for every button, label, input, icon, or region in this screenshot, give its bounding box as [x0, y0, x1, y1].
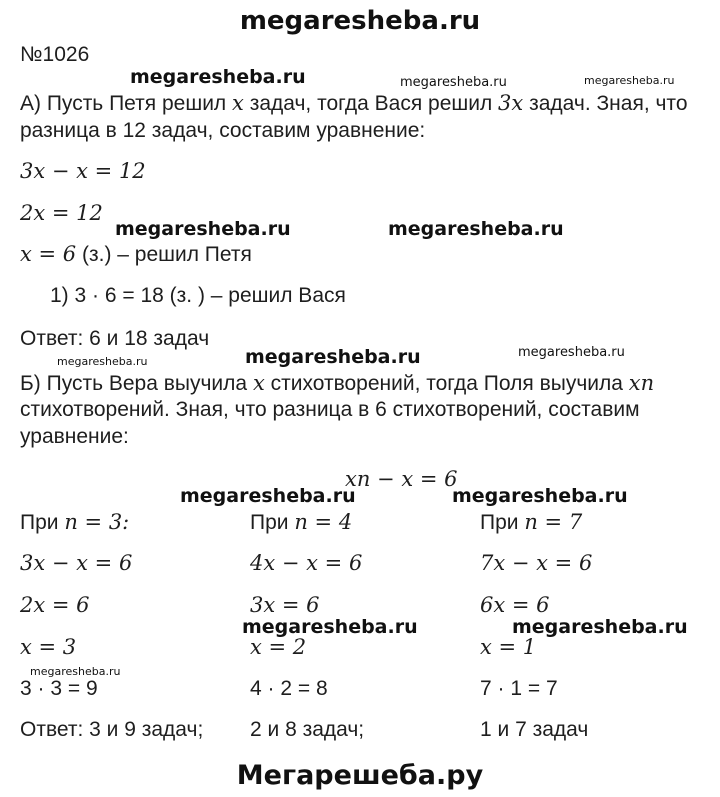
case-equation: 6x = 6: [480, 593, 550, 617]
part-b-text: стихотворений, тогда Поля выучила: [264, 372, 629, 395]
main-equation: xn − x = 6: [345, 467, 458, 491]
math-var: 3x: [498, 91, 524, 115]
case-equation: 3x − x = 6: [20, 551, 133, 575]
watermark: megaresheba.ru: [245, 346, 421, 368]
case-prefix: При: [20, 511, 65, 534]
watermark: megaresheba.ru: [388, 218, 564, 240]
case-condition: [250, 509, 352, 536]
step-1: 1) 3 · 6 = 18 (з. ) – решил Вася: [50, 284, 346, 307]
case-condition: [20, 509, 129, 536]
part-a-text: задач, тогда Вася решил: [243, 92, 499, 115]
equation: x = 6: [20, 242, 77, 266]
watermark: megaresheba.ru: [400, 75, 507, 90]
part-a-result-line: [20, 241, 252, 268]
case-cond: n = 7: [524, 510, 583, 534]
problem-number: №1026: [20, 43, 90, 66]
case-cond: n = 4: [294, 510, 353, 534]
math-var: x: [252, 371, 265, 395]
equation: 3x − x = 12: [20, 159, 146, 183]
watermark: megaresheba.ru: [30, 665, 121, 678]
case-calc: 4 · 2 = 8: [250, 677, 328, 700]
case-equation: 2x = 6: [20, 593, 90, 617]
part-b-intro-line3: уравнение:: [20, 425, 129, 448]
part-a-intro-line2: разница в 12 задач, составим уравнение:: [20, 119, 426, 142]
part-a-answer: Ответ: 6 и 18 задач: [20, 327, 210, 350]
case-cond: n = 3:: [64, 510, 130, 534]
watermark: megaresheba.ru: [512, 616, 688, 638]
case-answer: 2 и 8 задач;: [250, 718, 365, 741]
case-calc: 3 · 3 = 9: [20, 677, 98, 700]
case-prefix: При: [480, 511, 525, 534]
case-condition: [480, 509, 582, 536]
watermark: megaresheba.ru: [452, 485, 628, 507]
equation: 2x = 12: [20, 201, 103, 225]
watermark: megaresheba.ru: [130, 66, 306, 88]
case-calc: 7 · 1 = 7: [480, 677, 558, 700]
part-a-intro-line1: [20, 90, 688, 117]
watermark: megaresheba.ru: [518, 345, 625, 360]
case-equation: 3x = 6: [250, 593, 320, 617]
case-equation: 4x − x = 6: [250, 551, 363, 575]
watermark: megaresheba.ru: [584, 74, 675, 87]
watermark: megaresheba.ru: [180, 485, 356, 507]
case-answer: Ответ: 3 и 9 задач;: [20, 718, 204, 741]
watermark: megaresheba.ru: [242, 616, 418, 638]
case-equation: x = 1: [480, 635, 537, 659]
result-text: (з.) – решил Петя: [76, 243, 252, 266]
math-var: xn: [628, 371, 655, 395]
part-b-intro-line1: [20, 370, 654, 397]
watermark: megaresheba.ru: [115, 218, 291, 240]
case-answer: 1 и 7 задач: [480, 718, 589, 741]
site-header: megaresheba.ru: [239, 6, 481, 36]
case-equation: x = 2: [250, 635, 307, 659]
math-var: x: [232, 91, 244, 115]
part-a-text: А) Пусть Петя решил: [20, 92, 233, 115]
watermark: megaresheba.ru: [57, 355, 148, 368]
part-a-text: задач. Зная, что: [523, 92, 688, 115]
case-prefix: При: [250, 511, 295, 534]
case-equation: 7x − x = 6: [480, 551, 593, 575]
case-equation: x = 3: [20, 635, 77, 659]
part-b-text: Б) Пусть Вера выучила: [20, 372, 253, 395]
part-b-intro-line2: стихотворений. Зная, что разница в 6 стихотворений, составим: [20, 398, 640, 421]
site-footer: Мегарешеба.ру: [236, 760, 484, 791]
